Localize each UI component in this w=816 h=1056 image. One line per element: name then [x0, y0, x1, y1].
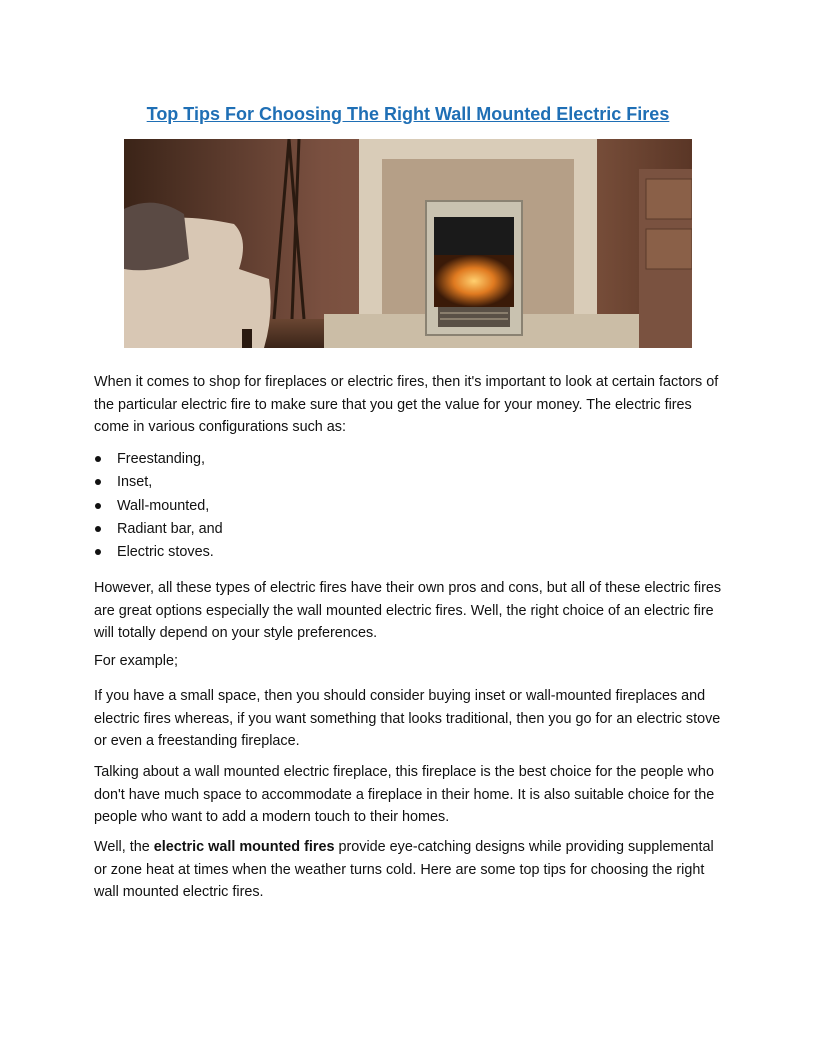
intro-paragraph: When it comes to shop for fireplaces or electric fires, then it's important to look at certain factors of the particular electric fire to make sure that you get the value for your money. The electric fires come in various configurations such as:	[94, 374, 719, 436]
pros-cons-paragraph: However, all these types of electric fires have their own pros and cons, but all of these electric fires are great options especially the wall mounted electric fires. Well, the right choice of an electric fire will totally depend on your style preferences.	[94, 580, 722, 642]
list-item: Inset,	[94, 471, 494, 494]
small-space-paragraph: If you have a small space, then you should consider buying inset or wall-mounted fireplaces and electric fires whereas, if you want something that looks traditional, then you go for an electric stove or even a freestanding fireplace.	[94, 688, 721, 750]
page-title[interactable]: Top Tips For Choosing The Right Wall Mounted Electric Fires	[146, 104, 670, 124]
list-item: Wall-mounted,	[94, 495, 494, 518]
tips-text-after: provide eye-catching designs while providing supplemental or zone heat at times when the weather turns cold. Here are some top tips for choosing the right wall mounted electric fires.	[94, 839, 714, 901]
fireplace-photo	[124, 139, 692, 348]
configuration-list	[94, 448, 494, 564]
list-item: Radiant bar, and	[94, 518, 494, 541]
list-item: Electric stoves.	[94, 541, 494, 564]
list-item: Freestanding,	[94, 448, 494, 471]
tips-paragraph	[94, 836, 724, 904]
wall-mounted-paragraph: Talking about a wall mounted electric fireplace, this fireplace is the best choice for the people who don't have much space to accommodate a fireplace in their home. It is also suitable choice for the people who want to add a modern touch to their homes.	[94, 764, 715, 826]
example-label: For example;	[94, 653, 178, 669]
keyword-bold: electric wall mounted fires	[153, 839, 335, 855]
tips-text-before: Well, the	[94, 839, 154, 855]
